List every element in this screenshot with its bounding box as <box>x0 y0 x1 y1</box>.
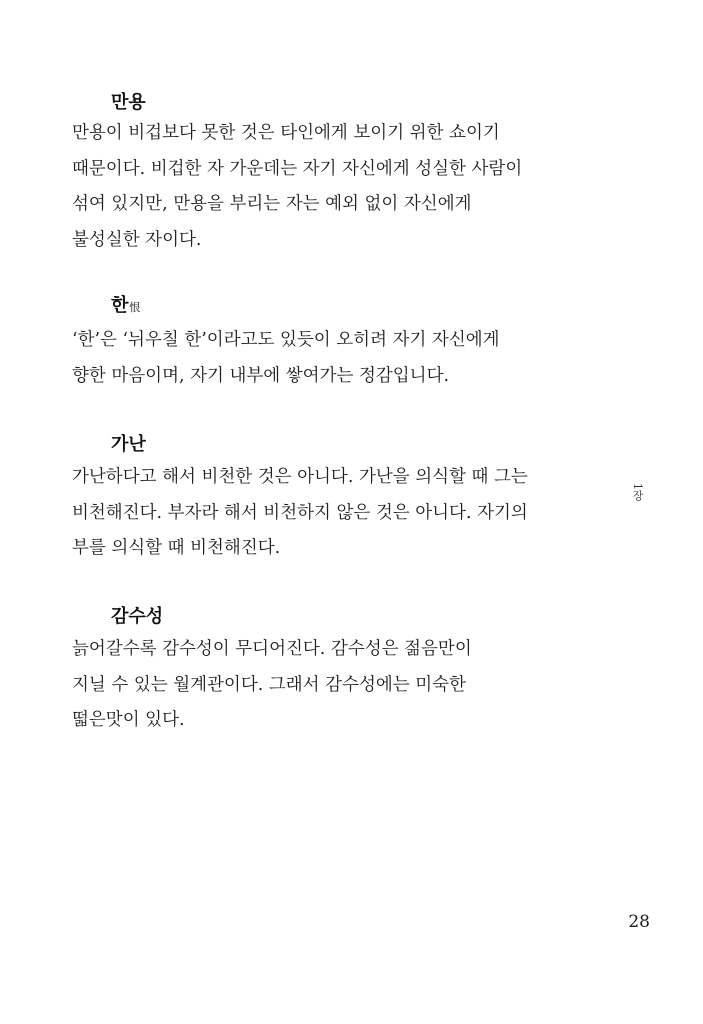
entry-body <box>72 116 572 258</box>
body-line: 만용이 비겁보다 못한 것은 타인에게 보이기 위한 쇼이기 <box>72 123 500 143</box>
body-line: 비천해진다. 부자라 해서 비천하지 않은 것은 아니다. 자기의 <box>72 502 528 523</box>
page-number: 28 <box>628 912 650 932</box>
heading-hanja: 恨 <box>129 301 141 314</box>
body-line: 때문이다. 비겁한 자 가운데는 자기 자신에게 성실한 사람이 <box>72 158 523 179</box>
body-line: 떫은맛이 있다. <box>72 710 185 730</box>
entry-heading <box>111 295 140 319</box>
entry-heading <box>111 606 163 628</box>
entry-heading <box>111 92 146 114</box>
body-line: ‘한’은 ‘뉘우칠 한’이라고도 있듯이 오히려 자기 자신에게 <box>72 330 500 350</box>
entry-heading <box>111 434 146 456</box>
body-line: 가난하다고 해서 비천한 것은 아니다. 가난을 의식할 때 그는 <box>72 467 528 487</box>
entry-body <box>72 323 572 394</box>
body-line: 섞여 있지만, 만용을 부리는 자는 예외 없이 자신에게 <box>72 194 472 214</box>
heading-text: 감수성 <box>111 606 164 627</box>
body-line: 늙어갈수록 감수성이 무디어진다. 감수성은 젊음만이 <box>72 639 472 659</box>
body-line: 불성실한 자이다. <box>72 229 202 250</box>
body-line: 지닐 수 있는 월계관이다. 그래서 감수성에는 미숙한 <box>72 674 466 695</box>
heading-text: 가난 <box>111 434 146 455</box>
heading-text: 만용 <box>111 92 146 113</box>
entry-body <box>72 632 572 739</box>
body-line: 향한 마음이며, 자기 내부에 쌓여가는 정감입니다. <box>72 365 450 386</box>
entry-body <box>72 460 572 567</box>
body-line: 부를 의식할 때 비천해진다. <box>72 538 281 558</box>
heading-text: 한 <box>111 295 129 316</box>
chapter-side-label: 1장 <box>631 483 644 501</box>
